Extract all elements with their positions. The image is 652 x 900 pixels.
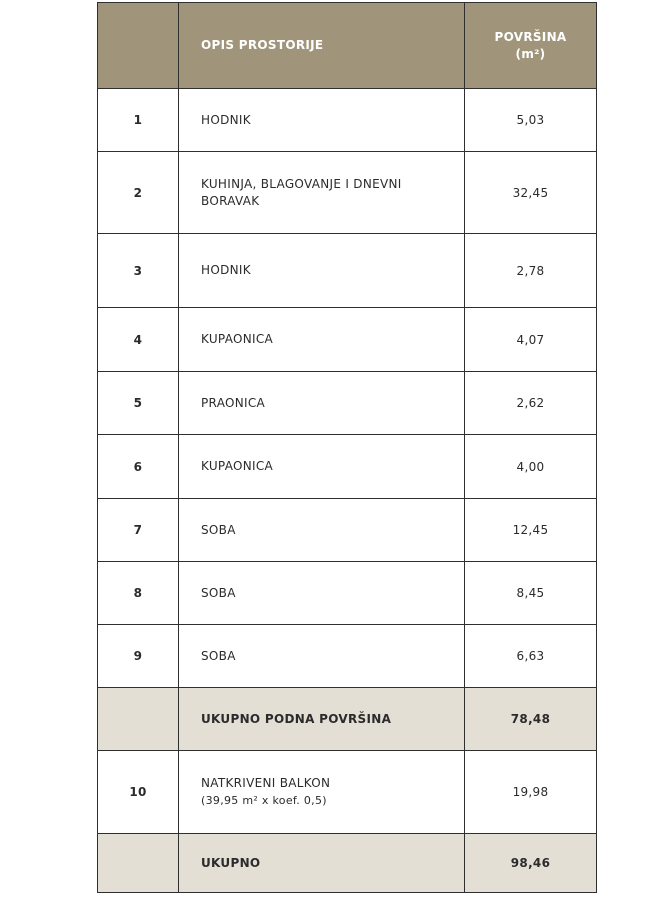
table-row bbox=[98, 152, 597, 234]
table-row bbox=[98, 435, 597, 499]
table-header-row bbox=[98, 3, 597, 89]
table-row bbox=[98, 234, 597, 308]
room-area: 8,45 bbox=[465, 562, 597, 625]
balcony-row bbox=[98, 751, 597, 834]
grand-total-area: 98,46 bbox=[465, 834, 597, 893]
room-name: HODNIK bbox=[179, 234, 465, 308]
room-area: 4,07 bbox=[465, 308, 597, 372]
table-row bbox=[98, 372, 597, 435]
table-row bbox=[98, 562, 597, 625]
room-area: 2,62 bbox=[465, 372, 597, 435]
room-area: 4,00 bbox=[465, 435, 597, 499]
header-number-cell bbox=[98, 3, 179, 89]
table-row bbox=[98, 89, 597, 152]
row-number: 7 bbox=[98, 499, 179, 562]
room-area: 6,63 bbox=[465, 625, 597, 688]
room-name: KUPAONICA bbox=[179, 435, 465, 499]
grand-total-label: UKUPNO bbox=[179, 834, 465, 893]
room-area: 5,03 bbox=[465, 89, 597, 152]
balcony-cell bbox=[179, 751, 465, 834]
room-name: SOBA bbox=[179, 625, 465, 688]
header-area-cell bbox=[465, 3, 597, 89]
room-name: KUHINJA, BLAGOVANJE I DNEVNI BORAVAK bbox=[179, 152, 465, 234]
floor-total-label: UKUPNO PODNA POVRŠINA bbox=[179, 688, 465, 751]
table-row bbox=[98, 499, 597, 562]
header-area-unit: (m²) bbox=[515, 46, 546, 61]
room-name: PRAONICA bbox=[179, 372, 465, 435]
balcony-note: (39,95 m² x koef. 0,5) bbox=[201, 794, 327, 807]
floor-total-empty-cell bbox=[98, 688, 179, 751]
grand-total-row bbox=[98, 834, 597, 893]
room-area: 12,45 bbox=[465, 499, 597, 562]
room-name: HODNIK bbox=[179, 89, 465, 152]
room-area-table bbox=[97, 2, 597, 893]
row-number: 8 bbox=[98, 562, 179, 625]
row-number: 4 bbox=[98, 308, 179, 372]
table-row bbox=[98, 308, 597, 372]
row-number: 3 bbox=[98, 234, 179, 308]
row-number: 2 bbox=[98, 152, 179, 234]
room-name: KUPAONICA bbox=[179, 308, 465, 372]
room-area: 32,45 bbox=[465, 152, 597, 234]
row-number: 1 bbox=[98, 89, 179, 152]
row-number: 5 bbox=[98, 372, 179, 435]
header-area-label: POVRŠINA bbox=[494, 29, 567, 44]
grand-total-empty-cell bbox=[98, 834, 179, 893]
floor-total-area: 78,48 bbox=[465, 688, 597, 751]
room-name: SOBA bbox=[179, 562, 465, 625]
balcony-name: NATKRIVENI BALKON bbox=[201, 776, 331, 790]
balcony-area: 19,98 bbox=[465, 751, 597, 834]
header-description-cell: OPIS PROSTORIJE bbox=[179, 3, 465, 89]
floor-total-row bbox=[98, 688, 597, 751]
row-number: 6 bbox=[98, 435, 179, 499]
room-area: 2,78 bbox=[465, 234, 597, 308]
room-name: SOBA bbox=[179, 499, 465, 562]
table-row bbox=[98, 625, 597, 688]
row-number: 9 bbox=[98, 625, 179, 688]
row-number: 10 bbox=[98, 751, 179, 834]
